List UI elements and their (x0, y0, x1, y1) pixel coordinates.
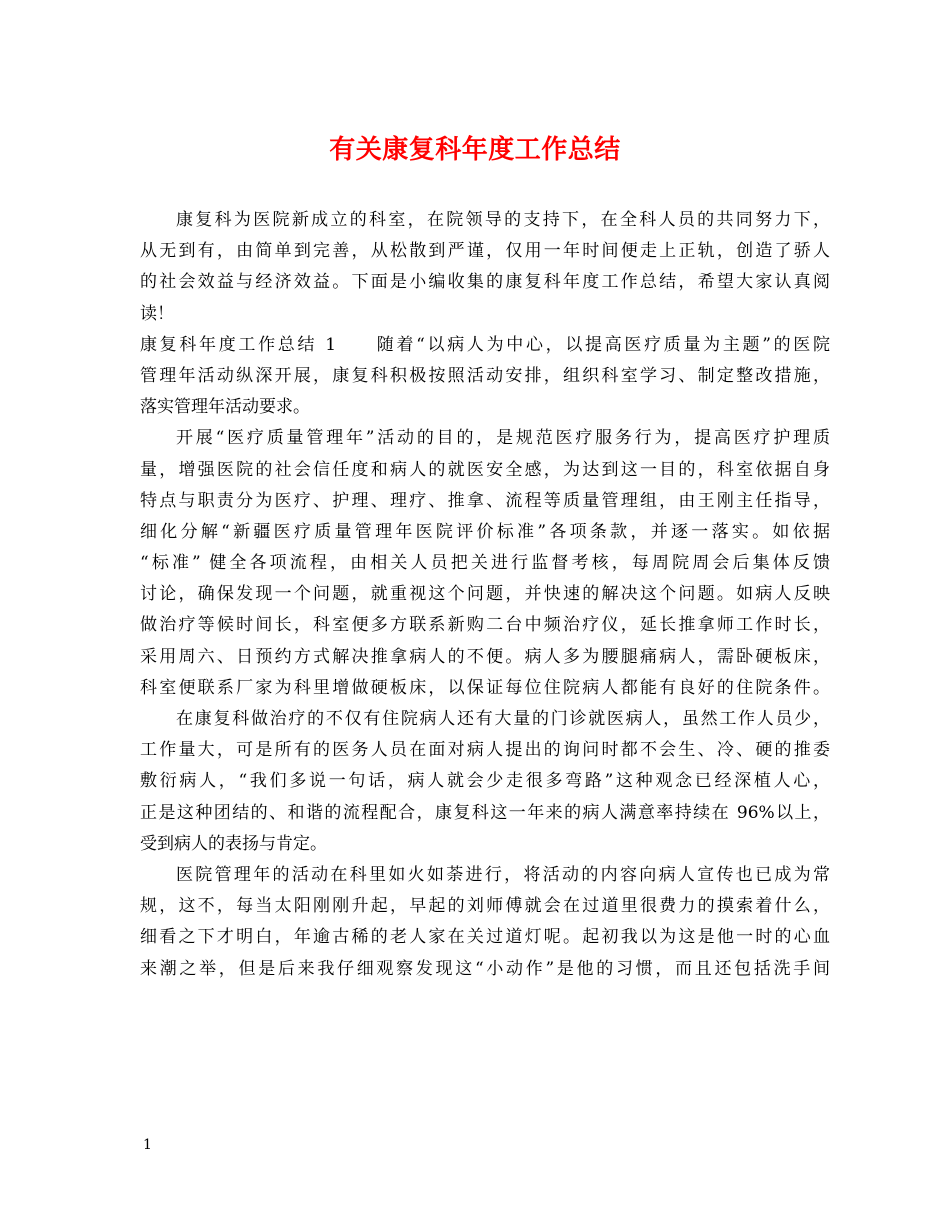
paragraph-line: 医院管理年的活动在科里如火如荼进行，将活动的内容向病人宣传也已成为常 (176, 864, 830, 885)
paragraph-line: 量，增强医院的社会信任度和病人的就医安全感，为达到这一目的，科室依据自身 (140, 459, 830, 480)
paragraph-line: 来潮之举，但是后来我仔细观察发现这“小动作”是他的习惯，而且还包括洗手间 (140, 958, 830, 979)
section-heading: 康复科年度工作总结 1 (140, 334, 337, 355)
paragraph-line: 在康复科做治疗的不仅有住院病人还有大量的门诊就医病人，虽然工作人员少， (176, 709, 830, 729)
paragraph-line: 做治疗等候时间长，科室便多方联系新购二台中频治疗仪，延长推拿师工作时长， (140, 615, 830, 636)
paragraph-line: 细看之下才明白，年逾古稀的老人家在关过道灯呢。起初我以为这是他一时的心血 (140, 927, 830, 948)
paragraph-line: 讨论，确保发现一个问题，就重视这个问题，并快速的解决这个问题。如病人反映 (140, 584, 830, 605)
paragraph-line: 的社会效益与经济效益。下面是小编收集的康复科年度工作总结，希望大家认真阅 (140, 272, 830, 293)
section-heading-line (140, 330, 830, 361)
paragraph-line: 采用周六、日预约方式解决推拿病人的不便。病人多为腰腿痛病人，需卧硬板床， (140, 646, 830, 667)
paragraph-line: 康复科为医院新成立的科室，在院领导的支持下，在全科人员的共同努力下， (176, 210, 830, 230)
page-number: 1 (143, 1137, 152, 1153)
paragraph-line: 正是这种团结的、和谐的流程配合，康复科这一年来的病人满意率持续在 96%以上， (140, 802, 830, 823)
paragraph-line-text: 随着“以病人为中心，以提高医疗质量为主题”的医院 (374, 334, 830, 355)
paragraph-line: 细化分解“新疆医疗质量管理年医院评价标准”各项条款，并逐一落实。如依据 (140, 521, 830, 542)
paragraph-line: 开展“医疗质量管理年”活动的目的，是规范医疗服务行为，提高医疗护理质 (176, 428, 830, 449)
paragraph-line: 规，这不，每当太阳刚刚升起，早起的刘师傅就会在过道里很费力的摸索着什么， (140, 896, 830, 917)
paragraph-line: 读！ (140, 303, 174, 324)
paragraph-line: 工作量大，可是所有的医务人员在面对病人提出的询问时都不会生、冷、硬的推委 (140, 740, 830, 761)
paragraph-line: 从无到有，由简单到完善，从松散到严谨，仅用一年时间便走上正轨，创造了骄人 (140, 241, 830, 262)
paragraph-line: 落实管理年活动要求。 (140, 397, 310, 418)
paragraph-line: 科室便联系厂家为科里增做硬板床，以保证每位住院病人都能有良好的住院条件。 (140, 677, 830, 698)
document-title: 有关康复科年度工作总结 (329, 135, 621, 165)
paragraph-line: 特点与职责分为医疗、护理、理疗、推拿、流程等质量管理组，由王刚主任指导， (140, 490, 830, 511)
paragraph-line: 受到病人的表扬与肯定。 (140, 833, 327, 854)
paragraph-line: 敷衍病人，“我们多说一句话，病人就会少走很多弯路”这种观念已经深植人心， (140, 771, 830, 792)
document-body (140, 205, 830, 985)
paragraph-line: 管理年活动纵深开展，康复科积极按照活动安排，组织科室学习、制定整改措施， (140, 365, 830, 386)
paragraph-line: “标准” 健全各项流程，由相关人员把关进行监督考核，每周院周会后集体反馈 (140, 553, 830, 574)
